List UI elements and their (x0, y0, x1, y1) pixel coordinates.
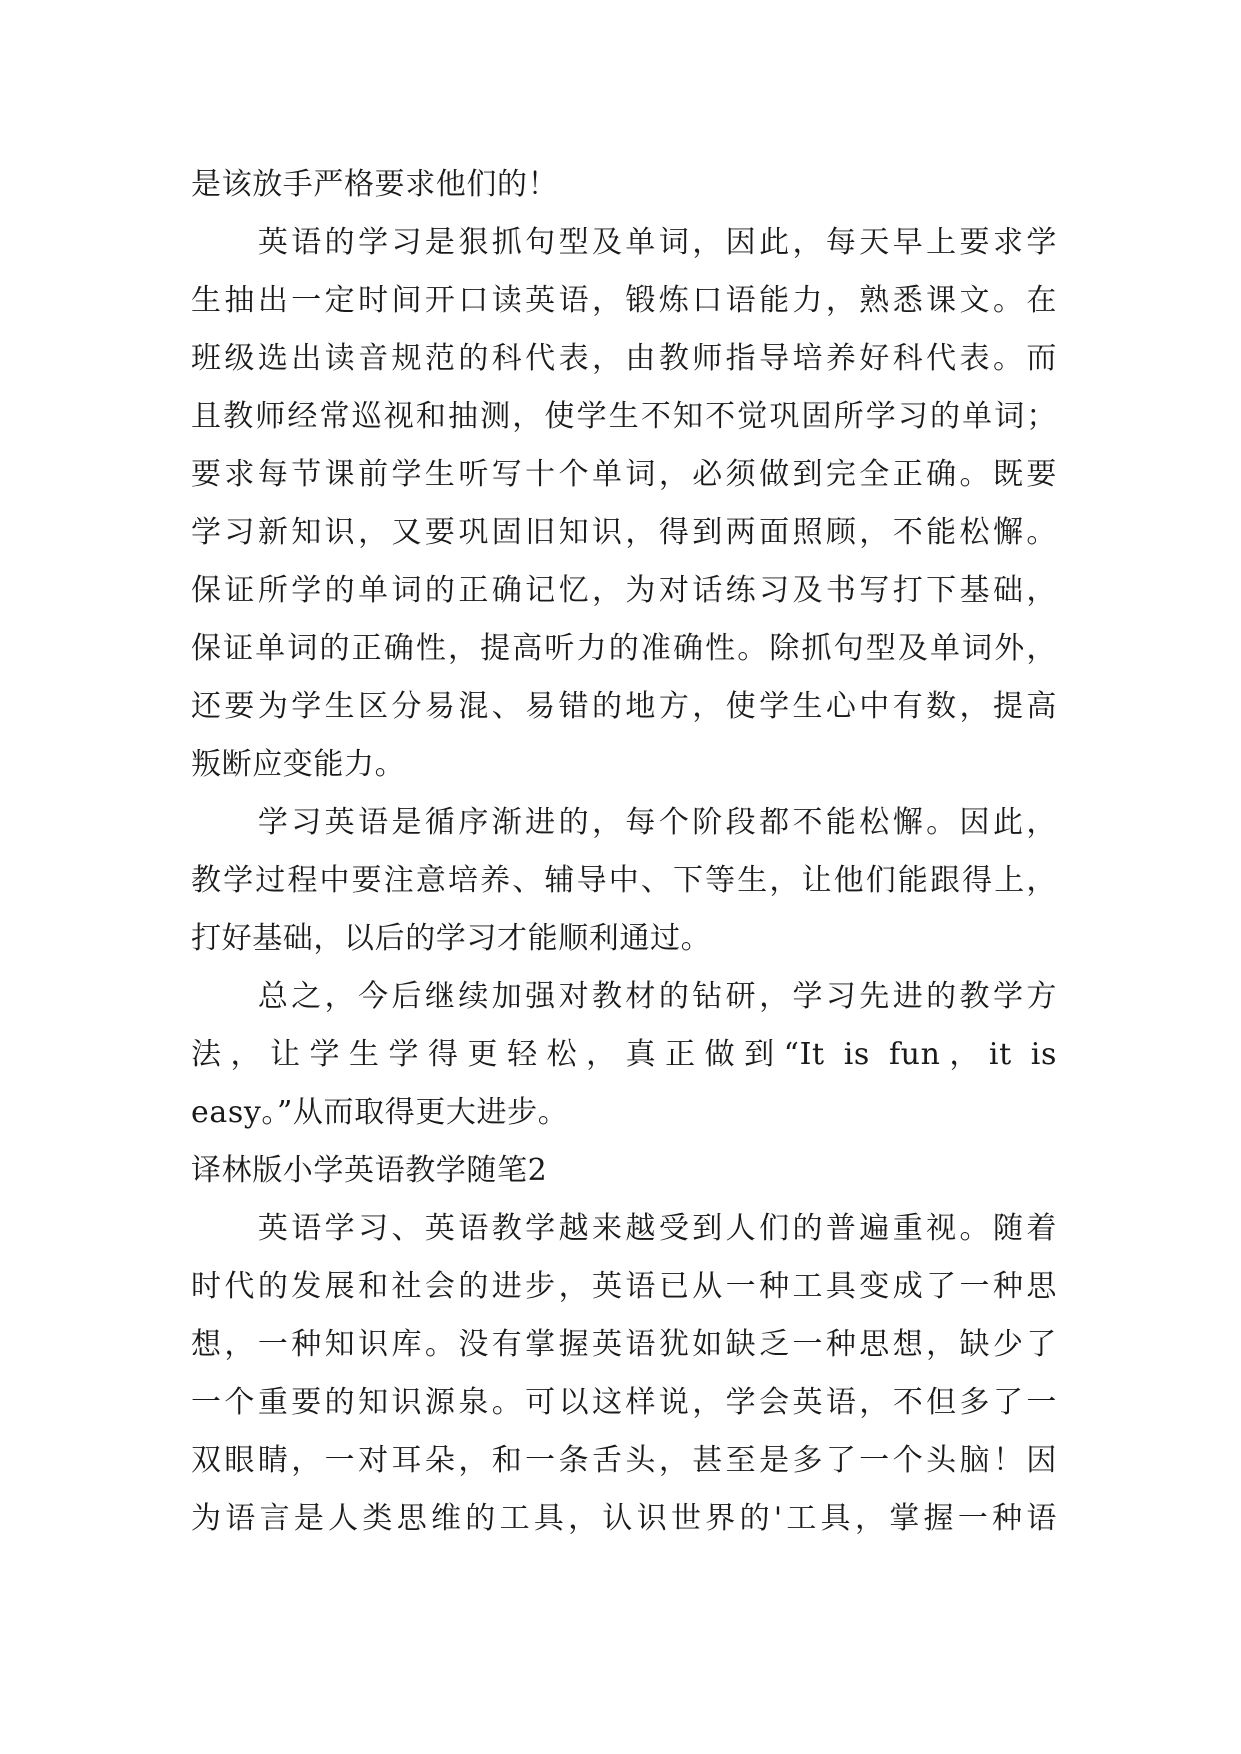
text-line: 保证所学的单词的正确记忆，为对话练习及书写打下基础， (191, 573, 1057, 608)
text-line: 学习新知识，又要巩固旧知识，得到两面照顾，不能松懈。 (191, 515, 1057, 550)
section-heading: 译林版小学英语教学随笔2 (191, 1153, 548, 1188)
text-line: 是该放手严格要求他们的！ (191, 167, 559, 202)
text-line: 保证单词的正确性，提高听力的准确性。除抓句型及单词外， (191, 631, 1057, 666)
text-line: easy。”从而取得更大进步。 (191, 1095, 569, 1130)
text-line: 英语学习、英语教学越来越受到人们的普遍重视。随着 (191, 1211, 1057, 1246)
text-line: 生抽出一定时间开口读英语，锻炼口语能力，熟悉课文。在 (191, 283, 1057, 318)
text-line: 教学过程中要注意培养、辅导中、下等生，让他们能跟得上， (191, 863, 1057, 898)
text-line: 总之，今后继续加强对教材的钻研，学习先进的教学方 (191, 979, 1057, 1014)
text-line: 打好基础，以后的学习才能顺利通过。 (191, 921, 712, 956)
text-line: 英语的学习是狠抓句型及单词，因此，每天早上要求学 (191, 225, 1057, 260)
text-line: 为语言是人类思维的工具，认识世界的'工具，掌握一种语 (191, 1501, 1057, 1536)
text-line: 叛断应变能力。 (191, 747, 406, 782)
text-line: 法，让学生学得更轻松，真正做到“It is fun，it is (191, 1037, 1057, 1072)
text-line: 双眼睛，一对耳朵，和一条舌头，甚至是多了一个头脑！因 (191, 1443, 1057, 1478)
text-line: 学习英语是循序渐进的，每个阶段都不能松懈。因此， (191, 805, 1057, 840)
text-line: 班级选出读音规范的科代表，由教师指导培养好科代表。而 (191, 341, 1057, 376)
text-line: 时代的发展和社会的进步，英语已从一种工具变成了一种思 (191, 1269, 1057, 1304)
text-line: 且教师经常巡视和抽测，使学生不知不觉巩固所学习的单词； (191, 399, 1057, 434)
text-line: 想，一种知识库。没有掌握英语犹如缺乏一种思想，缺少了 (191, 1327, 1057, 1362)
text-line: 还要为学生区分易混、易错的地方，使学生心中有数，提高 (191, 689, 1057, 724)
document-body (191, 156, 1057, 1548)
text-line: 一个重要的知识源泉。可以这样说，学会英语，不但多了一 (191, 1385, 1057, 1420)
text-line: 要求每节课前学生听写十个单词，必须做到完全正确。既要 (191, 457, 1057, 492)
